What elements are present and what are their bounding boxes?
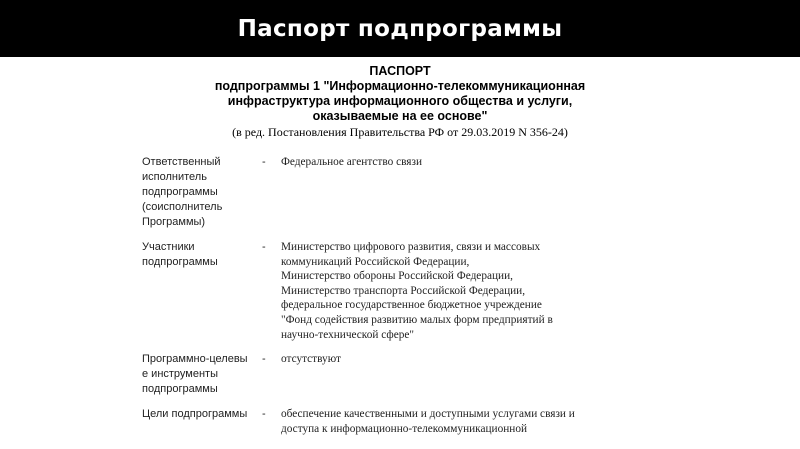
row-label-line: Ответственный [142, 156, 221, 168]
row-value-line: федеральное государственное бюджетное учреждение [281, 299, 542, 312]
row-label-line: Участники [142, 241, 195, 253]
row-value [281, 155, 626, 170]
page-title: Паспорт подпрограммы [237, 15, 563, 42]
row-label-line: подпрограммы [142, 256, 218, 268]
row-value-line: доступа к информационно-телекоммуникационной [281, 422, 528, 435]
row-label-line: исполнитель [142, 171, 207, 183]
row-label-line: подпрограммы [142, 186, 218, 198]
row-label [142, 407, 257, 422]
row-value-line: Министерство транспорта Российской Федерации, [281, 284, 526, 297]
header-bar [0, 0, 800, 57]
row-label-line: (соисполнитель [142, 201, 223, 213]
row-label [142, 240, 257, 270]
row-dash: - [262, 408, 266, 420]
row-label-line: е инструменты [142, 368, 219, 380]
row-dash: - [262, 241, 266, 253]
revision-note: (в ред. Постановления Правительства РФ от 29.03.2019 N 356-24) [232, 125, 568, 139]
row-value [281, 240, 626, 342]
row-label [142, 155, 257, 230]
row-label-line: Программы) [142, 216, 206, 228]
row-value-line: "Фонд содействия развитию малых форм предприятий в [281, 313, 553, 326]
row-dash: - [262, 353, 266, 365]
row-value [281, 352, 626, 367]
row-label-line: Программно-целевы [142, 353, 248, 365]
row-label-line: подпрограммы [142, 383, 218, 395]
row-label-line: Цели подпрограммы [142, 408, 248, 420]
row-value-line: обеспечение качественными и доступными услугами связи и [281, 408, 575, 420]
document-subtitle-line: инфраструктура информационного общества и услуги, [227, 94, 573, 108]
row-value-line: научно-технической сфере" [281, 328, 414, 341]
row-value-line: Министерство обороны Российской Федерации, [281, 270, 513, 283]
row-value-line: отсутствуют [281, 353, 341, 365]
document-page [0, 57, 800, 449]
row-value [281, 407, 626, 436]
row-value-line: коммуникаций Российской Федерации, [281, 255, 470, 268]
row-value-line: Федеральное агентство связи [281, 156, 422, 168]
row-value-line: Министерство цифрового развития, связи и массовых [281, 241, 541, 253]
row-dash: - [262, 156, 266, 168]
document-subtitle-line: подпрограммы 1 "Информационно-телекоммуникационная [214, 79, 586, 93]
document-heading: ПАСПОРТ [369, 64, 431, 78]
document-title-block [0, 64, 800, 139]
row-label [142, 352, 257, 397]
document-subtitle-line: оказываемые на ее основе" [312, 109, 488, 123]
